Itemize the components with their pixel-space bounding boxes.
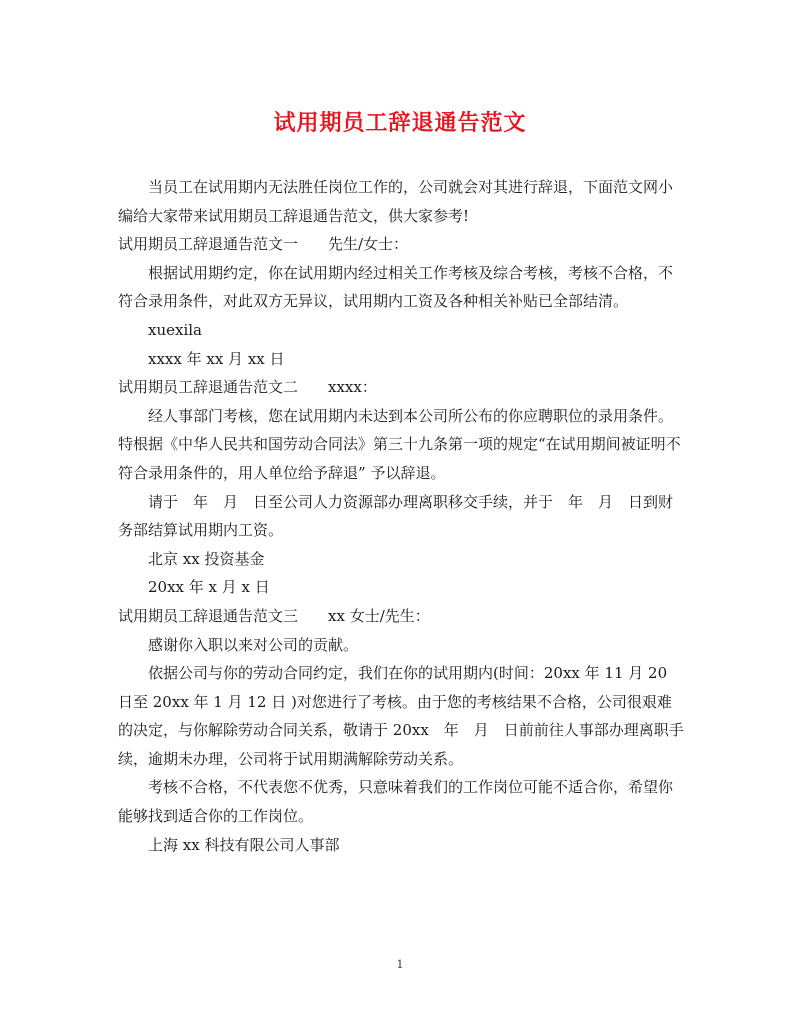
document-body xyxy=(118,173,686,859)
intro-paragraph: 当员工在试用期内无法胜任岗位工作的，公司就会对其进行辞退，下面范文网小编给大家带来试用期员工辞退通告范文，供大家参考! xyxy=(118,178,674,225)
date-line: xxxx 年 xx 月 xx 日 xyxy=(148,349,285,368)
section-heading-2: 试用期员工辞退通告范文二 xxxx： xyxy=(118,378,377,397)
signature-line: 上海 xx 科技有限公司人事部 xyxy=(148,835,340,854)
page-number: 1 xyxy=(396,958,404,971)
body-paragraph: 感谢你入职以来对公司的贡献。 xyxy=(148,635,359,654)
signature-line: 北京 xx 投资基金 xyxy=(148,549,265,568)
body-paragraph: 依据公司与你的劳动合同约定，我们在你的试用期内(时间：20xx 年 11 月 20 日至 20xx 年 1 月 12 日 )对您进行了考核。由于您的考核结果不合格，公司很艰难的决定，与你解除劳动合同关系，敬请于 20xx 年 月 日前前往人事部办理离职手续，逾期未办理，公司将于试用期满解除劳动关系。 xyxy=(118,664,684,768)
body-paragraph: 考核不合格，不代表您不优秀，只意味着我们的工作岗位可能不适合你，希望你能够找到适合你的工作岗位。 xyxy=(118,778,674,826)
document-title: 试用期员工辞退通告范文 xyxy=(273,111,527,136)
body-paragraph: 经人事部门考核，您在试用期内未达到本公司所公布的你应聘职位的录用条件。特根据《中华人民共和国劳动合同法》第三十九条第一项的规定“在试用期间被证明不符合录用条件的，用人单位给予辞退” 予以辞退。 xyxy=(118,406,681,482)
signature-line: xuexila xyxy=(148,320,202,339)
section-heading-1: 试用期员工辞退通告范文一 先生/女士： xyxy=(118,235,409,254)
body-paragraph: 请于 年 月 日至公司人力资源部办理离职移交手续，并于 年 月 日到财务部结算试用期内工资。 xyxy=(118,492,674,540)
body-paragraph: 根据试用期约定，你在试用期内经过相关工作考核及综合考核，考核不合格，不符合录用条件，对此双方无异议，试用期内工资及各种相关补贴已全部结清。 xyxy=(118,263,674,311)
date-line: 20xx 年 x 月 x 日 xyxy=(148,578,270,597)
section-heading-3: 试用期员工辞退通告范文三 xx 女士/先生： xyxy=(118,606,430,625)
